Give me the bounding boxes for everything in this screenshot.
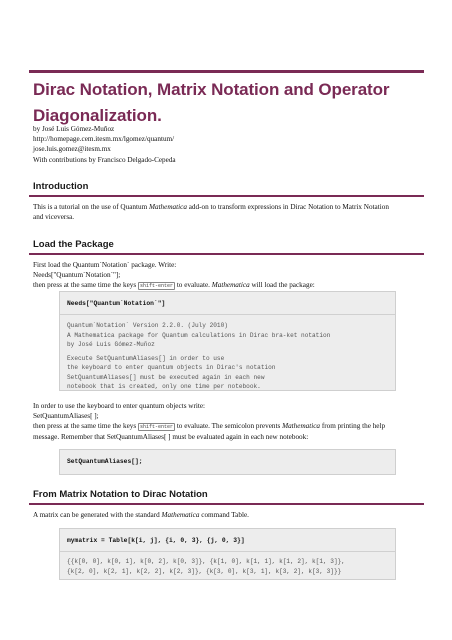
aliases-text-5: from printing the help xyxy=(320,422,386,431)
page-title xyxy=(33,77,423,129)
output-line: notebook that is created, only one time per notebook. xyxy=(67,383,261,390)
aliases-text-1: In order to use the keyboard to enter quantum objects write: xyxy=(33,402,206,410)
load-text-3: then press at the same time the keys xyxy=(33,281,138,290)
intro-text-1: This is a tutorial on the use of Quantum xyxy=(33,203,149,211)
section-heading-introduction: Introduction xyxy=(33,181,89,192)
load-text-4: to evaluate. xyxy=(175,281,212,290)
intro-text-3: and viceversa. xyxy=(33,213,75,222)
title-rule xyxy=(29,70,424,73)
shift-enter-key: shift-enter xyxy=(140,423,174,430)
contributions-line: With contributions by Francisco Delgado-Cepeda xyxy=(33,155,176,164)
section-heading-matrix-to-dirac: From Matrix Notation to Dirac Notation xyxy=(33,489,208,500)
author-info xyxy=(33,124,176,165)
load-text-2: Needs["Quantum`Notation`"]; xyxy=(33,271,121,280)
matrix-paragraph xyxy=(33,510,423,520)
title-line-1: Dirac Notation, Matrix Notation and Operator xyxy=(33,80,390,99)
aliases-text-6: message. Remember that SetQuantumAliases[ ] must be evaluated again in each new notebook: xyxy=(33,432,309,441)
matrix-text-2: command Table. xyxy=(199,511,249,519)
load-text-5: will load the package: xyxy=(249,281,315,290)
output-cell-load xyxy=(67,321,330,392)
intro-text-2: add-on to transform expressions in Dirac Notation to Matrix Notation xyxy=(186,203,389,211)
output-line: Quantum`Notation` Version 2.2.0. (July 2010) xyxy=(67,322,228,329)
aliases-text-3: then press at the same time the keys xyxy=(33,422,138,431)
notebook-cell-aliases[interactable] xyxy=(59,449,396,475)
section-heading-load-package: Load the Package xyxy=(33,239,114,250)
notebook-cell-load[interactable] xyxy=(59,291,396,391)
load-mathematica: Mathematica xyxy=(211,281,250,290)
aliases-text-2: SetQuantumAliases[ ]; xyxy=(33,412,99,421)
output-line: A Mathematica package for Quantum calculations in Dirac bra-ket notation xyxy=(67,331,331,339)
cell-separator xyxy=(60,551,395,552)
aliases-paragraph xyxy=(33,401,423,442)
load-text-1: First load the Quantum`Notation` package. Write: xyxy=(33,261,177,269)
intro-paragraph xyxy=(33,202,423,222)
output-line: SetQuantumAliases[] must be executed again in each new xyxy=(67,373,265,381)
output-line: the keyboard to enter quantum objects in Dirac's notation xyxy=(67,364,276,371)
notebook-cell-matrix[interactable] xyxy=(59,528,396,580)
section-rule-load-package xyxy=(29,253,424,255)
input-cell-mymatrix[interactable]: mymatrix = Table[k[i, j], {i, 0, 3}, {j, 0, 3}] xyxy=(67,537,245,544)
cell-separator xyxy=(60,314,395,315)
aliases-text-4: to evaluate. The semicolon prevents xyxy=(175,422,283,431)
output-cell-matrix xyxy=(67,557,345,576)
input-cell-needs[interactable]: Needs["Quantum`Notation`"] xyxy=(67,300,166,307)
output-line: {k[2, 0], k[2, 1], k[2, 2], k[2, 3]}, {k[3, 0], k[3, 1], k[3, 2], k[3, 3]}} xyxy=(67,567,342,575)
homepage-link[interactable]: http://homepage.cem.itesm.mx/lgomez/quantum/ xyxy=(33,135,175,144)
email-link[interactable]: jose.luis.gomez@itesm.mx xyxy=(33,145,111,154)
output-line: Execute SetQuantumAliases[] in order to use xyxy=(67,354,225,362)
title-line-2: Diagonalization. xyxy=(33,106,162,125)
section-rule-introduction xyxy=(29,195,424,197)
author-line: by José Luis Gómez-Muñoz xyxy=(33,125,115,133)
output-line: {{k[0, 0], k[0, 1], k[0, 2], k[0, 3]}, {k[1, 0], k[1, 1], k[1, 2], k[1, 3]}, xyxy=(67,558,345,565)
shift-enter-key: shift-enter xyxy=(140,282,174,289)
input-cell-set-aliases[interactable]: SetQuantumAliases[]; xyxy=(67,458,143,465)
intro-mathematica: Mathematica xyxy=(148,203,187,211)
aliases-mathematica: Mathematica xyxy=(282,422,321,431)
load-paragraph xyxy=(33,260,423,291)
output-line: by José Luis Gómez-Muñoz xyxy=(67,341,155,348)
matrix-mathematica: Mathematica xyxy=(161,511,200,519)
section-rule-matrix-to-dirac xyxy=(29,503,424,505)
matrix-text-1: A matrix can be generated with the standard xyxy=(33,511,162,519)
